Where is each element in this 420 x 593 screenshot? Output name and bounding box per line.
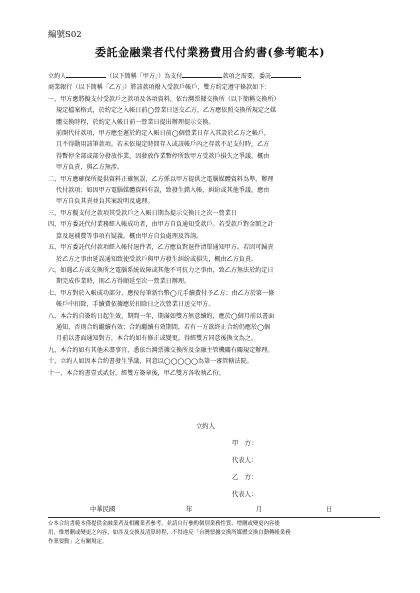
clause-4 (48, 219, 384, 242)
contract-body (48, 70, 384, 379)
date-month: 月 (256, 506, 263, 513)
clause-7 (48, 288, 384, 311)
clause-line: 六、如遇乙方或交換所之電腦系統故障或其他不可抗力之事由，致乙方無法於約定日 (48, 266, 274, 274)
date-year: 年 (186, 506, 193, 513)
purpose-blank (182, 70, 222, 78)
clause-5 (48, 242, 384, 265)
clause-line: 三、甲方擬支付之款項其受款戶之入帳日期為提示交換日之次一營業日 (48, 209, 237, 217)
intro-text: （以下簡稱「甲方」）為支付 (106, 73, 183, 80)
clause-line: 五、甲方委託代付款項經入帳付退件者，乙方應負對退件清單通知甲方。若因可歸責 (48, 244, 274, 252)
intro-line-2: 商業銀行（以下簡稱「乙方」）將該款項撥入受款戶帳戶，雙方約定遵守條款如下： (48, 84, 271, 92)
clause-11 (48, 368, 384, 379)
intro-text: 立約人 (48, 73, 67, 80)
clause-line: 前開代付款項，甲方應至遲於約定入帳日前◯個營業日存入其設於乙方之帳戶， (56, 130, 271, 138)
date-day: 日 (326, 506, 333, 513)
bank-blank (271, 70, 301, 78)
clause-line: 規定檔案格式，於約定之入帳日前◯營業日送交乙方，乙方應依照交換所規定之媒 (56, 107, 277, 115)
rep-a-label: 代表人： (232, 457, 258, 464)
footnote-line: 用，惟增刪或變更之內容，如涉及交換及清算時程，不得違反「台灣票據交換所媒體交換自動轉帳業務 (48, 530, 291, 536)
clause-list (48, 94, 384, 379)
clause-line: 且不得動用該筆款項。若未依規定時間存入或該帳戶內之存款不足支付時，乙方 (56, 141, 270, 149)
clause-line: 帳戶中扣除，手續費依據應於扣除日之次營業日送交甲方。 (56, 301, 215, 309)
clause-line: 期完成作業時，則乙方得順延至次一營業日辦理。 (56, 278, 191, 286)
clause-line: 十、立約人如因本合約書發生爭議，同意以◯◯◯◯◯為第一審管轄法院。 (48, 358, 253, 366)
clause-line: 體交換時程，於約定入帳日前一營業日提出辦理提示交換。 (56, 118, 215, 126)
intro-line-1 (48, 70, 384, 82)
document-code: 編號S02 (48, 30, 82, 40)
clause-9 (48, 345, 384, 356)
clause-line: 二、甲方應確保所提供資料正確無誤，乙方係以甲方提供之電腦媒體資料為準，辦理 (48, 175, 274, 183)
clause-line: 八、本合約自簽約日起生效，期間一年，期滿如雙方無意續約，應於◯個月前以書面 (48, 312, 275, 320)
footnote-line: 作業要點」之有關規定。 (48, 539, 108, 545)
clause-line: 於乙方之事由延誤通知致使受款戶與甲方發生糾紛或損失，概由乙方負責。 (56, 255, 258, 263)
clause-line: 四、甲方委託代付業務經入帳成功者，由甲方自負通知受款戶。若受款戶對金額之計 (48, 221, 274, 229)
clause-2 (48, 174, 384, 208)
party-a-blank (66, 70, 106, 78)
clause-line: 七、甲方對於入帳成功部分，應按每筆新台幣◯元手續費付予乙方；由乙方於第一條 (48, 289, 275, 297)
clause-line: 算及退補費等事項有疑義，概由甲方自負處理及答詢。 (56, 232, 203, 240)
clause-10 (48, 356, 384, 367)
clause-line: 甲方自負其責並負其案說明及處理。 (56, 198, 154, 206)
clause-line: 代付款項；如因甲方電腦媒體資料有誤，致發生錯入帳、糾紛或其他爭議，應由 (56, 187, 270, 195)
clause-line: 月前以書面通知對方，本合約如有修正或變更，得經雙方同意後換文為之。 (56, 335, 258, 343)
clause-line: 甲方負責，與乙方無涉。 (56, 164, 124, 172)
footnote (48, 520, 378, 547)
rep-b-label: 代表人： (232, 491, 258, 498)
clause-line: 得暫停全部或部分發放作業，因發放作業暫停所致甲方受款戶損失之爭議，概由 (56, 152, 270, 160)
signatories-heading: 立約人 (196, 423, 215, 430)
clause-3 (48, 208, 384, 219)
clause-6 (48, 265, 384, 288)
clause-8 (48, 311, 384, 345)
date-era: 中華民國 (90, 506, 116, 513)
party-a-label: 甲 方： (232, 440, 258, 447)
clause-line: 九、本合約如有其他未盡事宜，悉依台灣票據交換所及金融主管機關有關規定辦理。 (48, 346, 274, 354)
intro-text: 款項之需要，委託 (222, 73, 272, 80)
footnote-divider (48, 517, 380, 518)
clause-line: 通知，否則合約繼續有效；合約繼續有效期間，若有一方欲終止合約仍應於◯個 (56, 323, 271, 331)
party-b-label: 乙 方： (232, 474, 258, 481)
clause-line: 一、甲方應將擬支付受款戶之款項及各項資料，依台灣票據交換所（以下簡稱交換所） (48, 95, 280, 103)
footnote-line: ☆本合約書範本僅提供金融業者及相關業者參考，並請自行參酌個別業務性質、增刪或變更內容後 (48, 521, 280, 527)
clause-line: 十一、本合約書壹式貳份，經雙方簽章後，甲乙雙方各收執乙份。 (48, 369, 225, 377)
clause-1 (48, 94, 384, 174)
document-title: 委託金融業者代付業務費用合約書(參考範本) (95, 46, 325, 59)
